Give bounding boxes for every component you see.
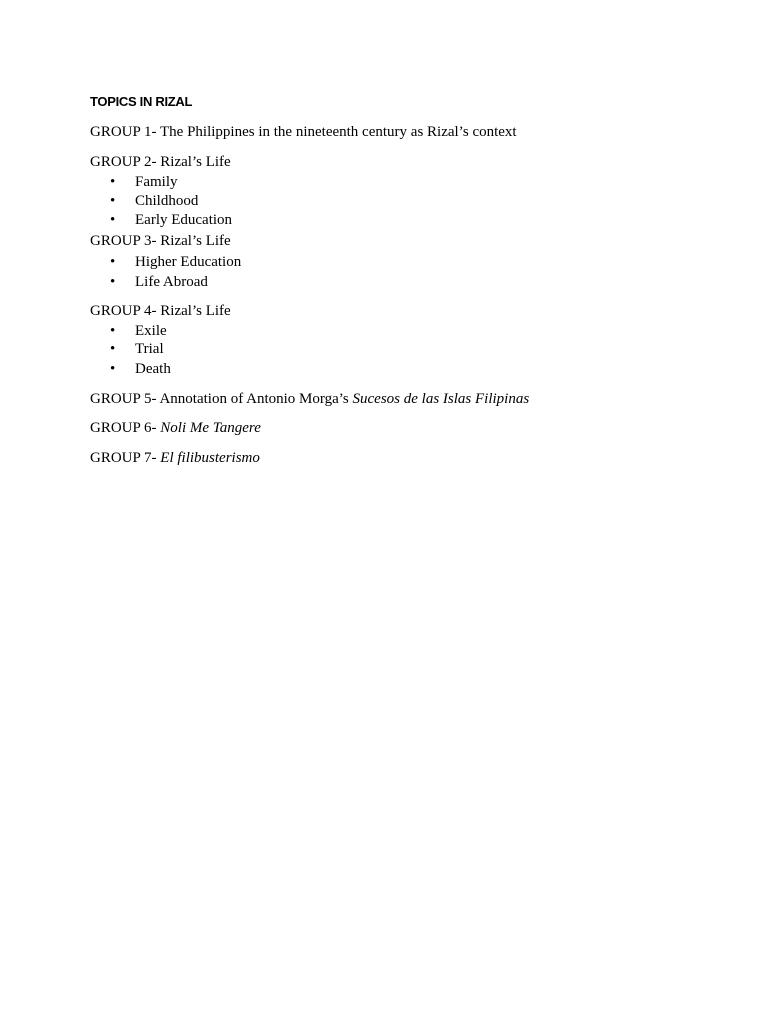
group-2-heading: GROUP 2- Rizal’s Life [90, 154, 231, 170]
list-item [110, 210, 232, 230]
group-1-heading: GROUP 1- The Philippines in the nineteenth century as Rizal’s context [90, 124, 517, 140]
group-7-prefix: GROUP 7- [90, 450, 161, 466]
group-6-work-title: Noli Me Tangere [160, 420, 261, 436]
list-item-label: Death [135, 361, 171, 377]
group-3-heading: GROUP 3- Rizal’s Life [90, 233, 231, 249]
document-title: TOPICS IN RIZAL [90, 94, 193, 109]
list-item-label: Exile [135, 323, 167, 339]
list-item-label: Life Abroad [135, 274, 208, 290]
bullet-icon: • [110, 212, 116, 228]
list-item [110, 359, 171, 379]
group-5-work-title: Sucesos de las Islas Filipinas [352, 391, 530, 407]
group-5-heading [90, 389, 529, 409]
list-item-label: Trial [135, 341, 164, 357]
list-item-label: Family [135, 174, 178, 190]
list-item [110, 172, 178, 192]
list-item [110, 321, 167, 341]
list-item-label: Early Education [135, 212, 233, 228]
bullet-icon: • [110, 341, 116, 357]
list-item-label: Childhood [135, 193, 199, 209]
bullet-icon: • [110, 274, 116, 290]
group-4-heading: GROUP 4- Rizal’s Life [90, 303, 231, 319]
list-item [110, 339, 164, 359]
group-6-heading [90, 418, 261, 438]
list-item [110, 272, 208, 292]
bullet-icon: • [110, 254, 116, 270]
list-item-label: Higher Education [135, 254, 242, 270]
list-item [110, 252, 241, 272]
bullet-icon: • [110, 323, 116, 339]
bullet-icon: • [110, 361, 116, 377]
list-item [110, 191, 198, 211]
bullet-icon: • [110, 193, 116, 209]
group-7-work-title: El filibusterismo [160, 450, 260, 466]
group-5-prefix: GROUP 5- Annotation of Antonio Morga’s [90, 391, 353, 407]
group-6-prefix: GROUP 6- [90, 420, 161, 436]
group-7-heading [90, 448, 260, 468]
bullet-icon: • [110, 174, 116, 190]
